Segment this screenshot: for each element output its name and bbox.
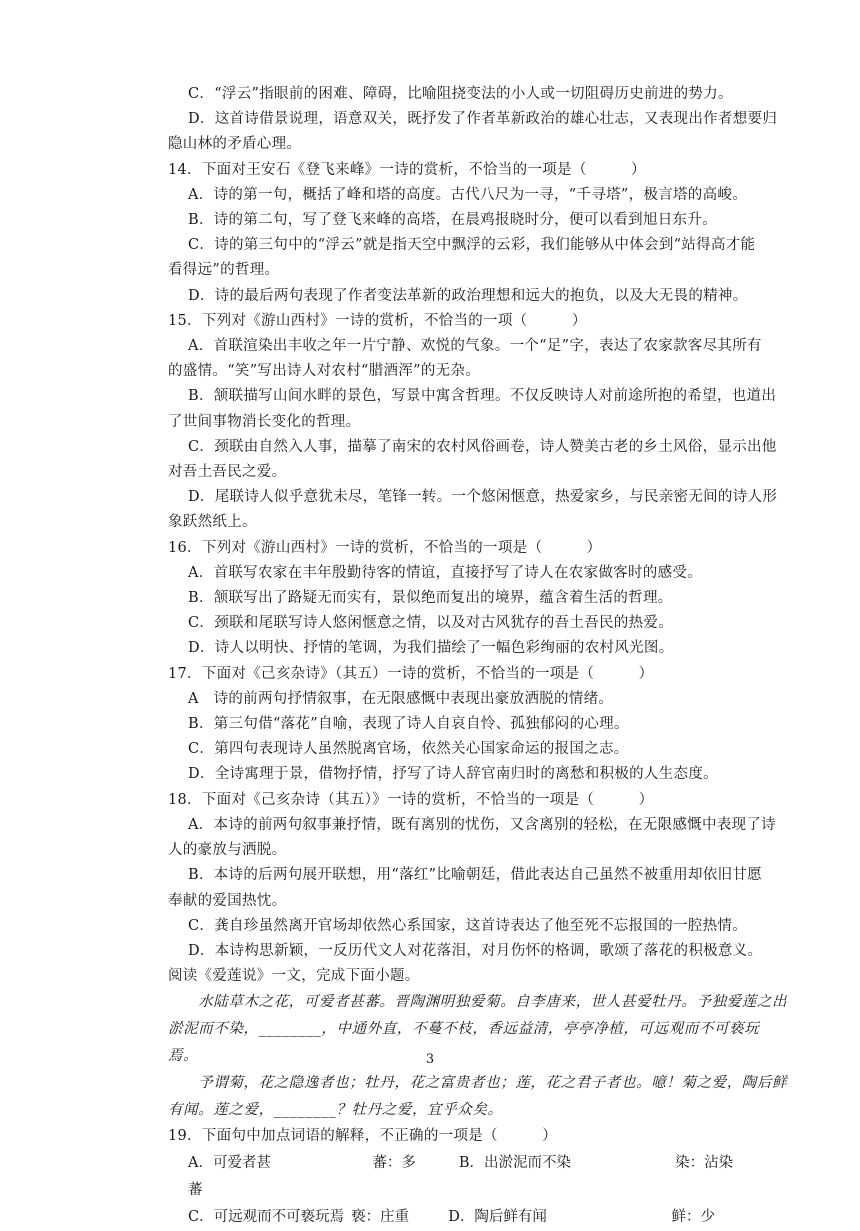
text-line: 奉献的爱国热忱。 xyxy=(168,892,287,909)
text-line: 的盛情。“笑”写出诗人对农村“腊酒浑”的无杂。 xyxy=(168,363,481,380)
passage-line: 予谓菊，花之隐逸者也；牡丹，花之富贵者也；莲，花之君子者也。噫！菊之爱，陶后鲜 xyxy=(168,1075,788,1092)
q19-option-a-gloss: 蕃：多 xyxy=(372,1154,416,1171)
text-line: 14．下面对王安石《登飞来峰》一诗的赏析，不恰当的一项是（ ） xyxy=(168,161,646,178)
question-19 xyxy=(168,1124,788,1230)
text-line: D．诗人以明快、抒情的笔调，为我们描绘了一幅色彩绚丽的农村风光图。 xyxy=(188,640,674,657)
passage-line: 淤泥而不染，________，中通外直，不蔓不枝，香远益清，亭亭净植，可远观而不可亵玩焉。 xyxy=(168,1021,760,1065)
q19-option-b-gloss: 染：沾染 xyxy=(675,1154,734,1171)
text-line: C．颈联和尾联写诗人悠闲惬意之情，以及对古风犹存的吾土吾民的热爱。 xyxy=(188,615,673,632)
text-line: D．尾联诗人似乎意犹未尽，笔锋一转。一个悠闲惬意，热爱家乡，与民亲密无间的诗人形 xyxy=(188,489,778,506)
question-19-stem: 19．下面句中加点词语的解释，不正确的一项是（ ） xyxy=(168,1128,558,1145)
text-line: 隐山林的矛盾心理。 xyxy=(168,136,302,153)
text-line: 18．下面对《己亥杂诗（其五）》一诗的赏析，不恰当的一项是（ ） xyxy=(168,791,654,808)
text-line: D．本诗构思新颖，一反历代文人对花落泪，对月伤怀的格调，歌颂了落花的积极意义。 xyxy=(188,942,763,959)
text-line: 对吾土吾民之爱。 xyxy=(168,464,287,481)
text-line: 象跃然纸上。 xyxy=(168,514,257,531)
text-line: 人的豪放与洒脱。 xyxy=(168,842,287,859)
q19-option-c: C．可远观而不可亵玩焉 xyxy=(188,1208,345,1225)
text-line: 17．下面对《己亥杂诗》（其五）一诗的赏析，不恰当的一项是（ ） xyxy=(168,665,654,682)
text-line: 看得远”的哲理。 xyxy=(168,262,280,279)
text-line: C．诗的第三句中的“浮云”就是指天空中飘浮的云彩，我们能够从中体会到“站得高才能 xyxy=(188,237,756,254)
q19-option-a: A．可爱者甚蕃 xyxy=(188,1154,271,1198)
q19-options-row-1 xyxy=(168,1150,788,1204)
passage-line: 有闻。莲之爱，________？牡丹之爱，宜乎众矣。 xyxy=(168,1102,503,1119)
text-line: A 诗的前两句抒情叙事，在无限感慨中表现出豪放洒脱的情绪。 xyxy=(188,690,614,707)
q19-option-d-gloss: 鲜：少 xyxy=(671,1208,715,1225)
passage-line: 水陆草木之花，可爱者甚蕃。晋陶渊明独爱菊。自李唐来，世人甚爱牡丹。予独爱莲之出 xyxy=(168,994,788,1011)
q19-option-c-gloss: 亵：庄重 xyxy=(351,1208,410,1225)
question-text-block xyxy=(168,82,788,989)
text-line: B．本诗的后两句展开联想，用“落红”比喻朝廷，借此表达自己虽然不被重用却依旧甘愿 xyxy=(188,867,762,884)
text-line: C．第四句表现诗人虽然脱离官场，依然关心国家命运的报国之志。 xyxy=(188,741,629,758)
text-line: B．颔联描写山间水畔的景色，写景中寓含哲理。不仅反映诗人对前途所抱的希望，也道出 xyxy=(188,388,777,405)
text-line: C．龚自珍虽然离开官场却依然心系国家，这首诗表达了他至死不忘报国的一腔热情。 xyxy=(188,917,747,934)
text-line: C．“浮云”指眼前的困难、障碍，比喻阻挠变法的小人或一切阻碍历史前进的势力。 xyxy=(188,86,733,102)
text-line: D．全诗寓理于景，借物抒情，抒写了诗人辞官南归时的离愁和积极的人生态度。 xyxy=(188,766,718,783)
text-line: A．本诗的前两句叙事兼抒情，既有离别的忧伤，又含离别的轻松，在无限感慨中表现了诗 xyxy=(188,816,776,833)
text-line: 了世间事物消长变化的哲理。 xyxy=(168,413,361,430)
text-line: 15．下列对《游山西村》一诗的赏析，不恰当的一项（ ） xyxy=(168,312,587,329)
text-line: D．这首诗借景说理，语意双关，既抒发了作者革新政治的雄心壮志，又表现出作者想要归 xyxy=(188,111,778,128)
text-line: A．首联写农家在丰年殷勤待客的情谊，直接抒写了诗人在农家做客时的感受。 xyxy=(188,564,702,581)
q19-options-row-2 xyxy=(168,1204,788,1231)
text-line: 阅读《爱莲说》一文，完成下面小题。 xyxy=(168,968,420,985)
text-line: D．诗的最后两句表现了作者变法革新的政治理想和远大的抱负，以及大无畏的精神。 xyxy=(188,287,748,304)
text-line: A．首联渲染出丰收之年一片宁静、欢悦的气象。一个“足”字，表达了农家款客尽其所有 xyxy=(188,338,762,355)
text-line: 16．下列对《游山西村》一诗的赏析，不恰当的一项是（ ） xyxy=(168,539,602,556)
text-line: B．第三句借“落花”自喻，表现了诗人自哀自怜、孤独郁闷的心理。 xyxy=(188,716,629,733)
text-line: A．诗的第一句，概括了峰和塔的高度。古代八尺为一寻，“千寻塔”，极言塔的高峻。 xyxy=(188,186,747,203)
text-line: C．颈联由自然入人事，描摹了南宋的农村风俗画卷，诗人赞美古老的乡土风俗，显示出他 xyxy=(188,438,777,455)
text-line: B．颔联写出了路疑无而实有，景似绝而复出的境界，蕴含着生活的哲理。 xyxy=(188,590,673,607)
q19-option-d: D．陶后鲜有闻 xyxy=(448,1208,547,1225)
text-line: B．诗的第二句，写了登飞来峰的高塔，在晨鸡报晓时分，便可以看到旭日东升。 xyxy=(188,212,717,229)
q19-option-b: B．出淤泥而不染 xyxy=(458,1154,571,1171)
page-number: 3 xyxy=(425,1052,435,1067)
